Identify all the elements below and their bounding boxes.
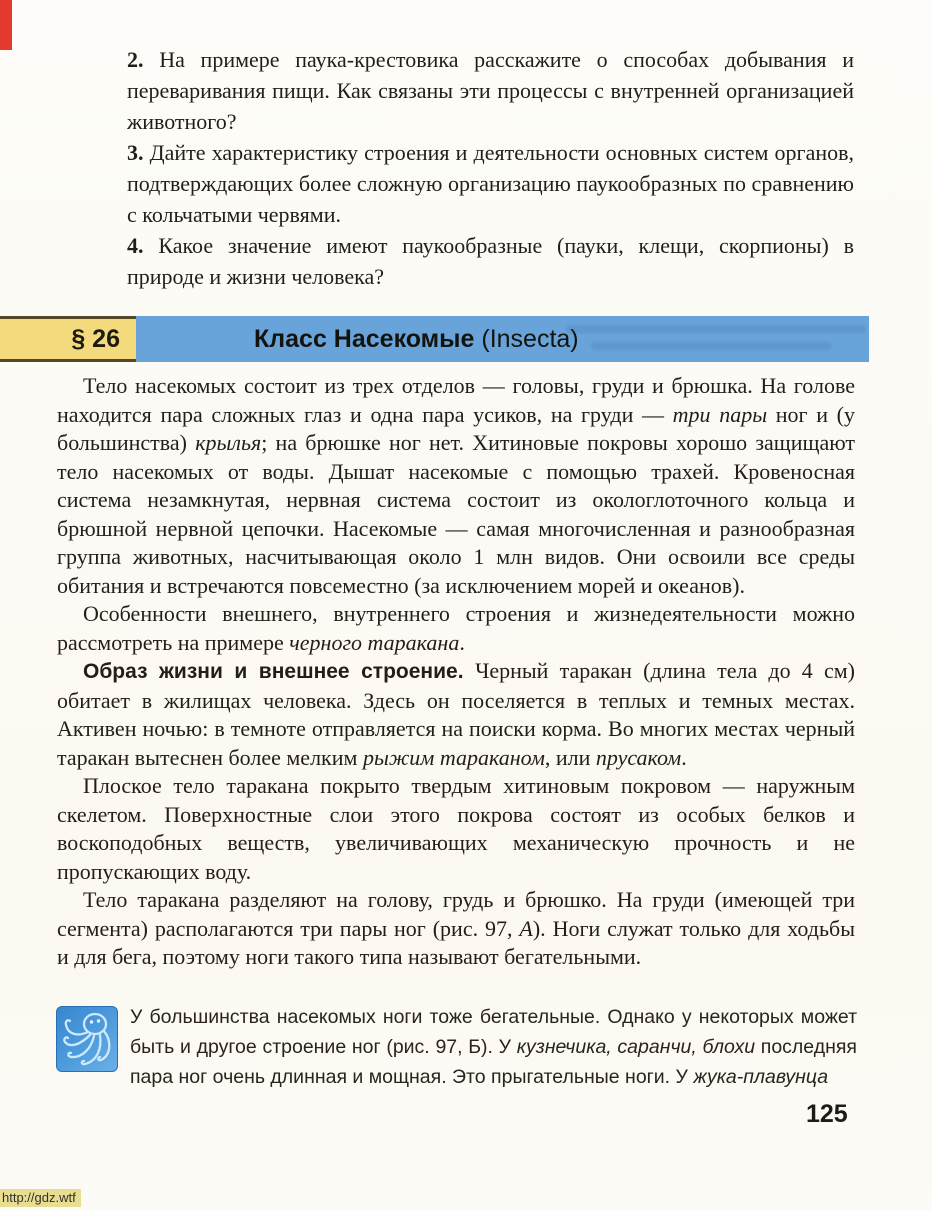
paragraph — [57, 600, 855, 657]
question-3-text: Дайте характеристику строения и деятельности основных систем органов, подтверждающих более сложную организацию паукообразных по сравнению с кольчатыми червями. — [127, 140, 854, 227]
question-2-number: 2. — [127, 47, 144, 72]
text-run: Особенности внешнего, внутреннего строения и жизнедеятельности можно рассмотреть на примере — [57, 601, 855, 655]
text-run: Тело таракана разделяют на голову, грудь и брюшко. На груди (имеющей три сегмента) располагаются три пары ног (рис. 97, — [57, 887, 855, 941]
text-run: крылья — [195, 430, 262, 455]
paragraph — [57, 772, 855, 886]
text-run: кузнечика, саранчи, блохи — [516, 1036, 756, 1058]
text-run: ). Ноги служат только для ходьбы и для бега, поэтому ноги такого типа называют бегательными. — [57, 915, 855, 969]
text-run: . — [681, 744, 687, 770]
bleed-through-artifact — [591, 342, 831, 350]
main-text — [57, 372, 855, 972]
text-run: Образ жизни и внешнее строение. — [83, 660, 476, 683]
text-run: . — [459, 629, 465, 655]
supplementary-note — [130, 1002, 857, 1092]
text-run: ; на брюшке ног нет. Хитиновые покровы хорошо защищают тело насекомых от воды. Дышат насекомые с помощью трахей. Кровеносная система незамкнутая, нервная система состоит из окологлоточного кольца и брюшной нервной цепочки. Насекомые — самая многочисленная и разнообразная группа животных, насчитывающая около 1 млн видов. Они освоили все среды обитания и встречаются повсеместно (за исключением морей и океанов). — [57, 430, 855, 598]
questions-block — [127, 44, 854, 292]
text-run: Черный таракан (длина тела до 4 см) обитает в жилищах человека. Здесь он поселяется в теплых и темных местах. Активен ночью: в темноте отправляется на поиски корма. Во многих местах черный таракан вытеснен более мелким — [57, 658, 855, 770]
text-run: жука-плавунца — [693, 1066, 829, 1088]
bleed-through-artifact — [566, 325, 866, 333]
text-run: три пары — [672, 401, 768, 427]
octopus-icon-drawing — [57, 1007, 117, 1071]
text-run: Плоское тело таракана покрыто твердым хитиновым покровом — наружным скелетом. Поверхностные слои этого покрова состоят из особых белков и воскоподобных веществ, увеличивающих механическую прочность и не пропускающих воду. — [57, 773, 855, 884]
text-run: ног и (у большинства) — [57, 401, 855, 455]
paragraph-number-box — [0, 316, 136, 362]
text-run: черного таракана — [289, 629, 460, 655]
section-title-box — [136, 316, 869, 362]
paragraph — [57, 657, 855, 772]
text-run: У большинства насекомых ноги тоже бегательные. Однако у некоторых может быть и другое строение ног (рис. 97, Б). У — [130, 1006, 857, 1058]
octopus-icon — [56, 1006, 118, 1072]
question-2 — [127, 44, 854, 137]
text-run: , или — [544, 744, 596, 770]
section-title: Класс Насекомые (Insecta) — [254, 324, 579, 353]
text-run: прусаком — [595, 744, 682, 770]
text-run: А — [519, 915, 533, 941]
text-run: Тело насекомых состоит из трех отделов — головы, груди и брюшка. На голове находится пара сложных глаз и одна пара усиков, на груди — — [57, 373, 855, 427]
section-header-band — [0, 316, 869, 362]
paragraph-number: § 26 — [71, 324, 120, 353]
question-2-text: На примере паука-крестовика расскажите о способах добывания и переваривания пищи. Как связаны эти процессы с внутренней организацией животного? — [127, 47, 855, 134]
page-edge-red-mark — [0, 0, 12, 50]
text-run: последняя пара ног очень длинная и мощная. Это прыгательные ноги. У — [130, 1036, 857, 1088]
question-4-number: 4. — [127, 233, 144, 258]
question-4-text: Какое значение имеют паукообразные (пауки, клещи, скорпионы) в природе и жизни человека? — [127, 233, 854, 289]
paragraph — [57, 886, 855, 972]
paragraph — [57, 372, 855, 600]
text-run: рыжим тараканом — [362, 744, 545, 770]
watermark-link[interactable]: http://gdz.wtf — [0, 1189, 81, 1207]
question-3-number: 3. — [127, 140, 144, 165]
question-3 — [127, 137, 854, 230]
page-number: 125 — [806, 1100, 848, 1128]
question-4 — [127, 230, 854, 292]
